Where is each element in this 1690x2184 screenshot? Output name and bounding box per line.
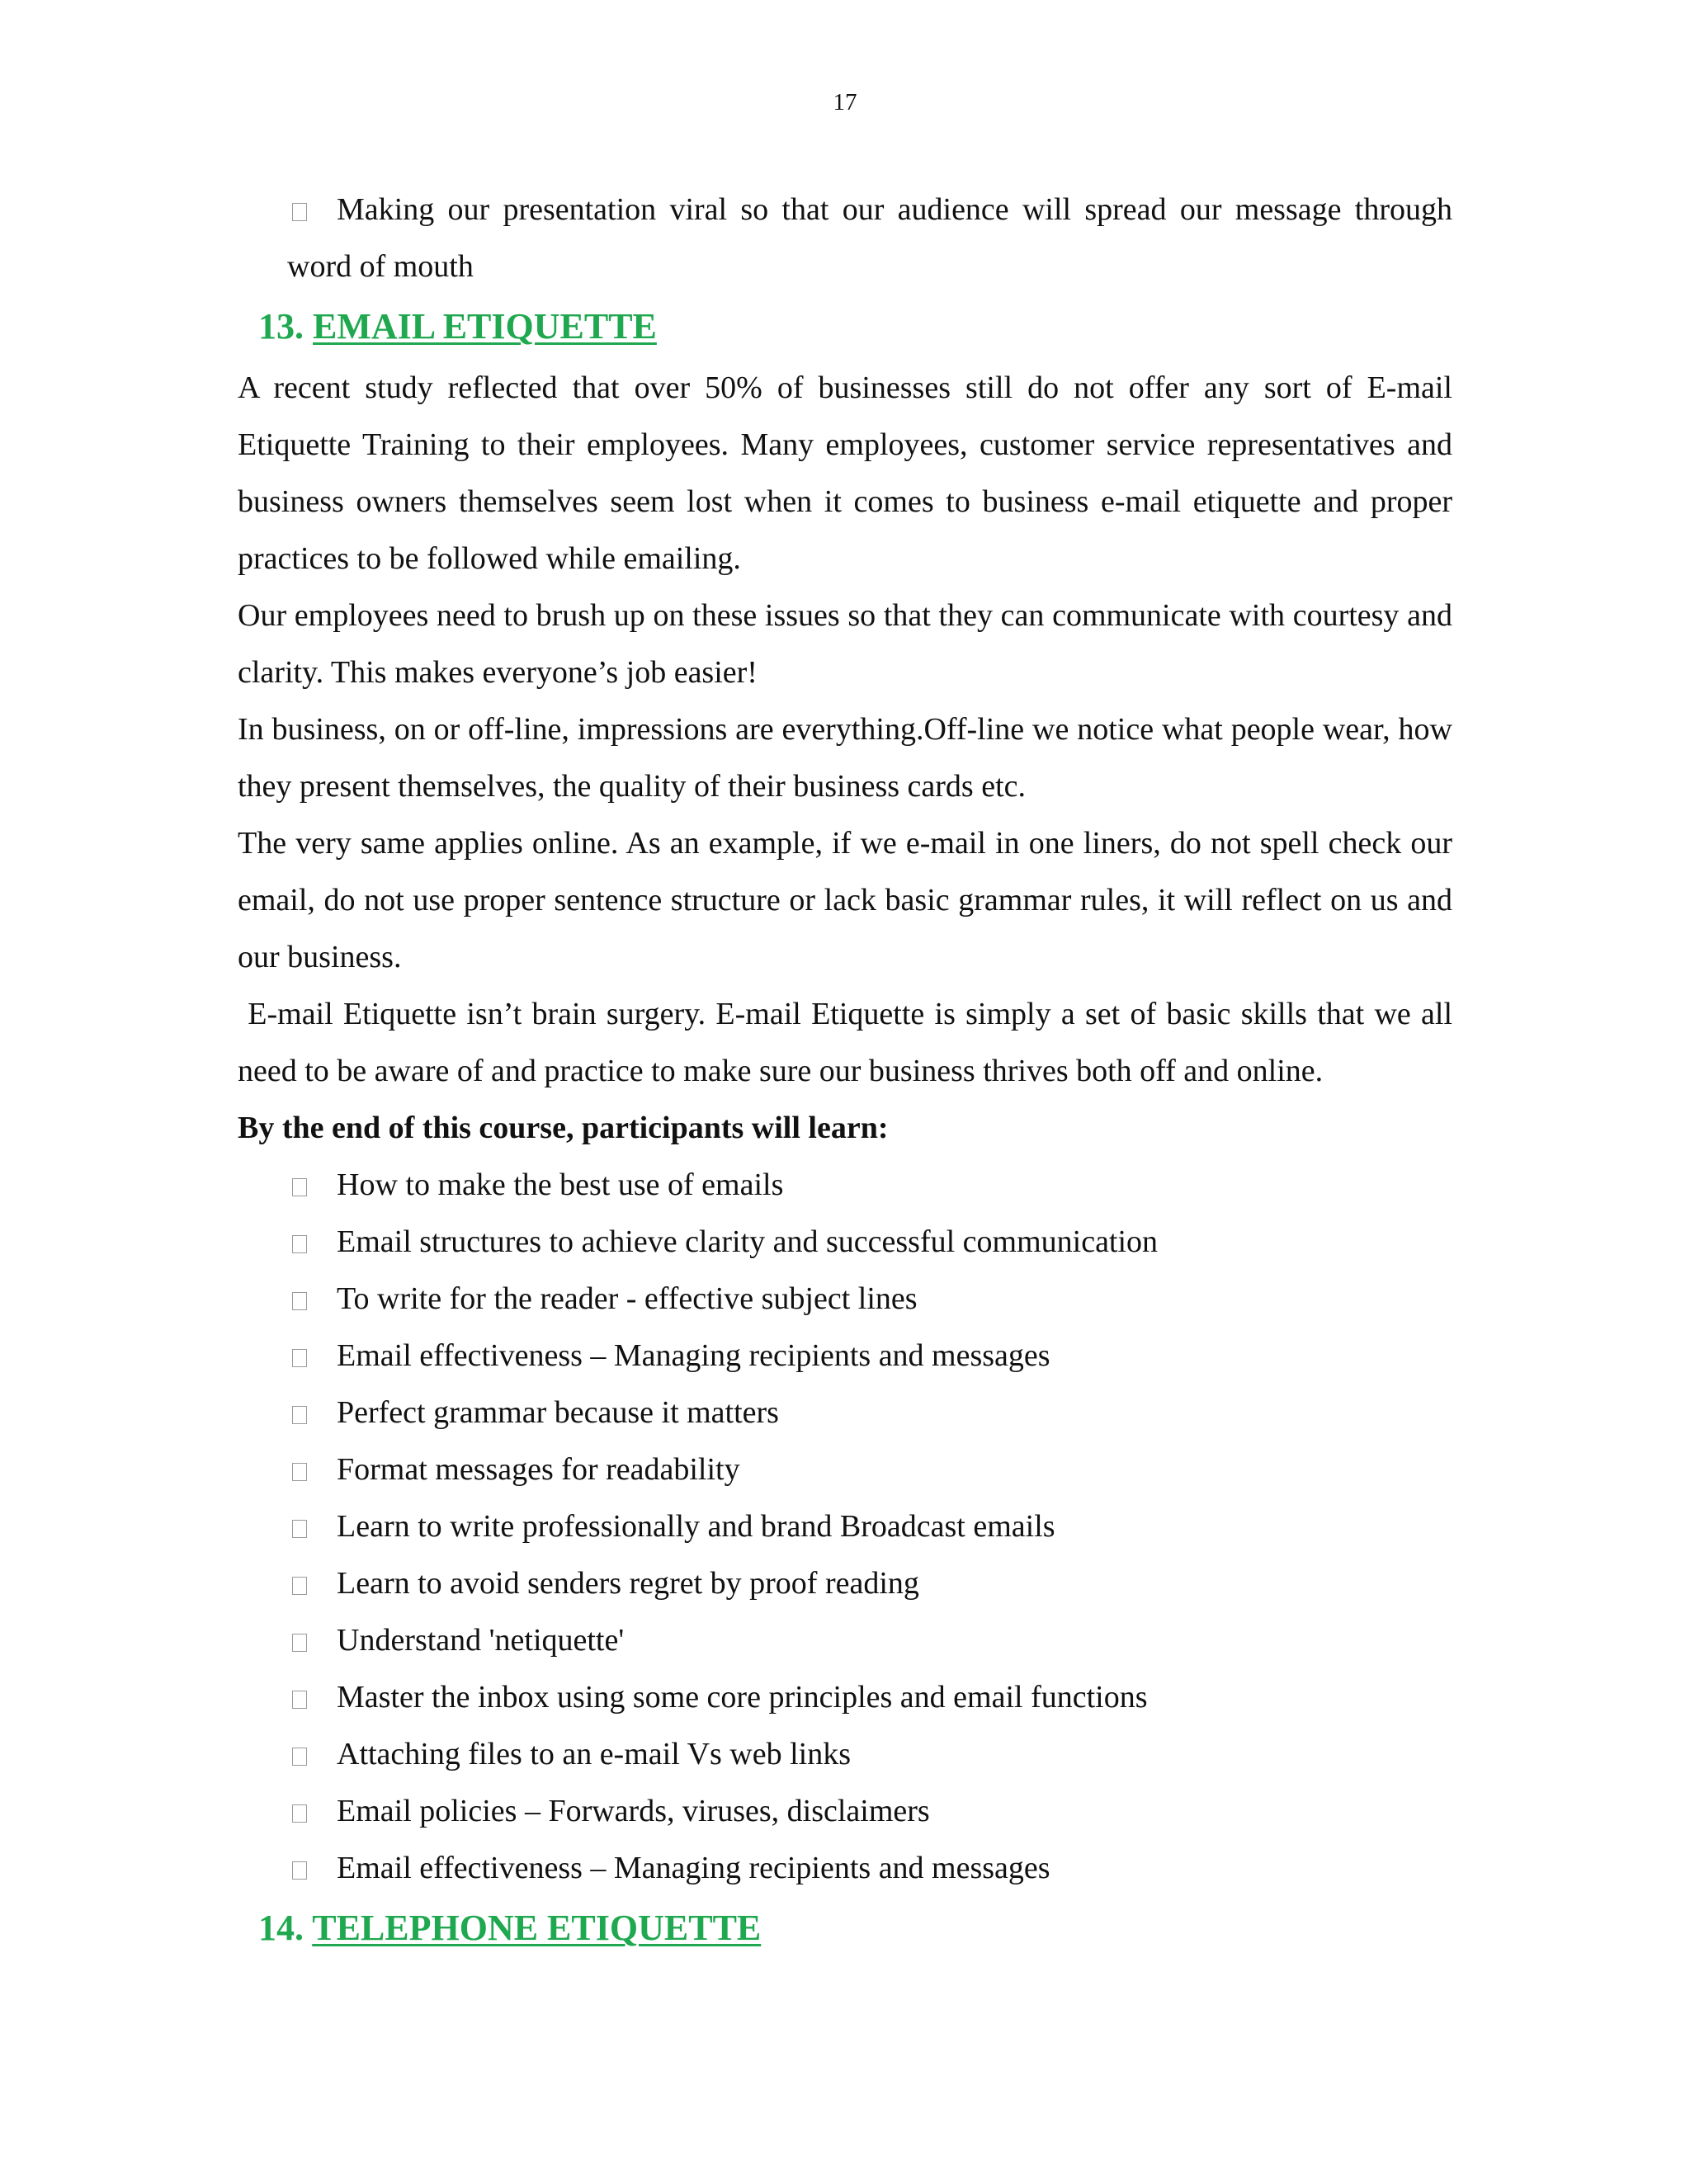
intro-bullet-item bbox=[238, 182, 1452, 295]
list-item bbox=[238, 1726, 1452, 1783]
checkbox-square-icon bbox=[292, 1349, 307, 1367]
list-item-text: Understand 'netiquette' bbox=[337, 1623, 625, 1658]
page-number: 17 bbox=[833, 89, 857, 116]
checkbox-square-icon bbox=[292, 1861, 307, 1880]
list-item bbox=[238, 1214, 1452, 1271]
section-heading-email-etiquette bbox=[258, 297, 1452, 356]
checkbox-square-icon bbox=[292, 1691, 307, 1709]
page-content bbox=[238, 182, 1461, 1961]
list-item-text: Email structures to achieve clarity and successful communication bbox=[337, 1224, 1159, 1259]
list-item bbox=[238, 1271, 1452, 1328]
intro-bullet-text: Making our presentation viral so that our audience will spread our message through word of mouth bbox=[287, 192, 1452, 284]
list-item-text: Perfect grammar because it matters bbox=[337, 1395, 779, 1430]
list-item-text: Email effectiveness – Managing recipients and messages bbox=[337, 1338, 1050, 1373]
list-item bbox=[238, 1498, 1452, 1555]
list-item bbox=[238, 1555, 1452, 1612]
section-heading-telephone-etiquette bbox=[258, 1899, 1452, 1958]
list-item-text: Format messages for readability bbox=[337, 1452, 740, 1487]
list-item bbox=[238, 1783, 1452, 1840]
list-item bbox=[238, 1669, 1452, 1726]
paragraph: E-mail Etiquette isn’t brain surgery. E-mail Etiquette is simply a set of basic skills that we all need to be aware of and practice to make sure our business thrives both off and online. bbox=[238, 997, 1461, 1088]
section-number: 14. bbox=[258, 1908, 304, 1948]
checkbox-square-icon bbox=[292, 1577, 307, 1595]
list-item bbox=[238, 1328, 1452, 1384]
checkbox-square-icon bbox=[292, 1292, 307, 1310]
list-item bbox=[238, 1157, 1452, 1214]
list-item bbox=[238, 1384, 1452, 1441]
list-item-text: Master the inbox using some core principles and email functions bbox=[337, 1680, 1148, 1715]
paragraph: A recent study reflected that over 50% of businesses still do not offer any sort of E-mail Etiquette Training to their employees. Many employees, customer service representatives and business owners themselves seem lost when it comes to business e-mail etiquette and proper practices to be followed while emailing. bbox=[238, 370, 1452, 576]
checkbox-square-icon bbox=[292, 1463, 307, 1481]
section-title: TELEPHONE ETIQUETTE bbox=[312, 1908, 762, 1948]
paragraph: The very same applies online. As an example, if we e-mail in one liners, do not spell check our email, do not use proper sentence structure or lack basic grammar rules, it will reflect on us and our business. bbox=[238, 826, 1452, 974]
checkbox-square-icon bbox=[292, 1178, 307, 1196]
paragraph: Our employees need to brush up on these issues so that they can communicate with courtesy and clarity. This makes everyone’s job easier! bbox=[238, 598, 1452, 690]
learn-heading: By the end of this course, participants will learn: bbox=[238, 1111, 889, 1145]
checkbox-square-icon bbox=[292, 1235, 307, 1253]
list-item-text: Email effectiveness – Managing recipients and messages bbox=[337, 1851, 1050, 1885]
section-number: 13. bbox=[258, 306, 304, 347]
learn-list bbox=[238, 1157, 1452, 1897]
checkbox-square-icon bbox=[292, 1804, 307, 1823]
list-item-text: Learn to avoid senders regret by proof reading bbox=[337, 1566, 919, 1601]
checkbox-square-icon bbox=[292, 1748, 307, 1766]
list-item-text: How to make the best use of emails bbox=[337, 1167, 784, 1202]
checkbox-square-icon bbox=[292, 1406, 307, 1424]
list-item-text: Learn to write professionally and brand Broadcast emails bbox=[337, 1509, 1055, 1544]
list-item-text: Email policies – Forwards, viruses, disclaimers bbox=[337, 1794, 930, 1828]
checkbox-square-icon bbox=[292, 1634, 307, 1652]
list-item-text: To write for the reader - effective subject lines bbox=[337, 1281, 918, 1316]
list-item-text: Attaching files to an e-mail Vs web links bbox=[337, 1737, 852, 1771]
list-item bbox=[238, 1840, 1452, 1897]
checkbox-square-icon bbox=[292, 1520, 307, 1538]
list-item bbox=[238, 1441, 1452, 1498]
checkbox-square-icon bbox=[292, 203, 307, 221]
paragraph: In business, on or off-line, impressions are everything.Off-line we notice what people wear, how they present themselves, the quality of their business cards etc. bbox=[238, 712, 1452, 804]
section-title: EMAIL ETIQUETTE bbox=[313, 306, 657, 347]
list-item bbox=[238, 1612, 1452, 1669]
